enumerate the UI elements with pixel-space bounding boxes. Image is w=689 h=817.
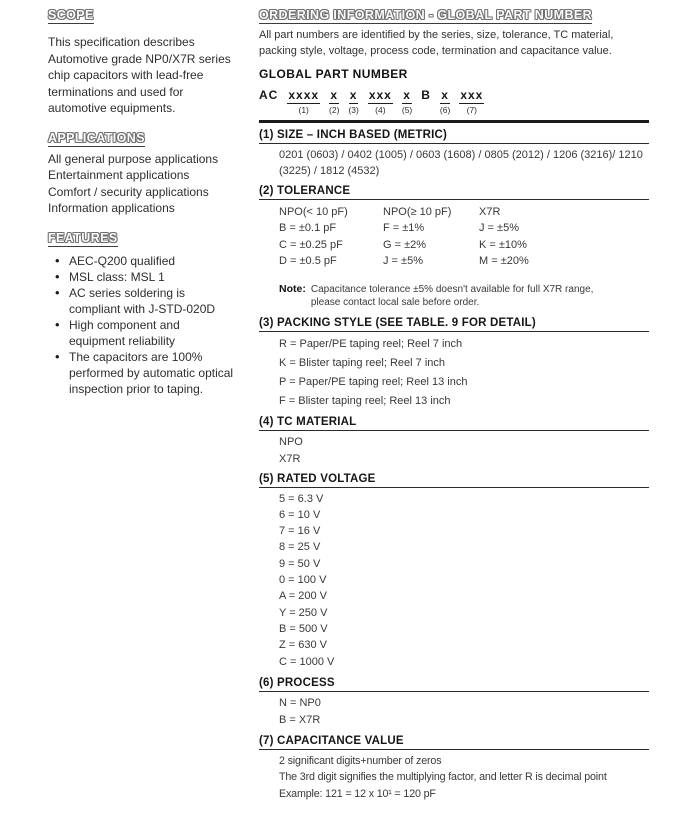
voltage-option: 6 = 10 V (279, 508, 321, 521)
packing-option: P = Paper/PE taping reel; Reel 13 inch (279, 375, 468, 388)
part-number-index: (2) (329, 105, 340, 115)
ordering-information-heading: ORDERING INFORMATION - GLOBAL PART NUMBER (259, 8, 593, 22)
tolerance-column-npo-ge10 (383, 204, 479, 270)
applications-list (48, 151, 244, 217)
feature-item (48, 269, 244, 285)
left-column (48, 6, 244, 817)
scope-paragraph (48, 34, 244, 117)
bullet-icon: • (55, 284, 60, 300)
note-label: Note: (279, 282, 306, 295)
tolerance-column-header: X7R (479, 205, 501, 218)
bullet-icon: • (55, 348, 60, 364)
part-number-segment (368, 89, 393, 115)
part-number-segment (440, 89, 450, 115)
application-item: Entertainment applications (48, 168, 190, 182)
part-number-fixed-letter: B (421, 88, 431, 102)
application-item: All general purpose applications (48, 151, 219, 166)
part-number-prefix: AC (259, 88, 279, 102)
section-rated-voltage-body (259, 491, 649, 670)
packing-option: K = Blister taping reel; Reel 7 inch (279, 356, 446, 369)
application-item: Comfort / security applications (48, 184, 209, 199)
feature-line: compliant with J-STD-020D (69, 301, 216, 316)
feature-line: inspection prior to taping. (69, 381, 204, 396)
tolerance-value: C = ±0.25 pF (279, 238, 343, 251)
bullet-icon: • (55, 252, 60, 268)
part-number-diagram (259, 89, 649, 115)
voltage-option: B = 500 V (279, 622, 328, 635)
part-number-field: x (349, 88, 358, 102)
section-rated-voltage-heading: (5) RATED VOLTAGE (259, 473, 649, 488)
section-tolerance-body (259, 204, 649, 309)
part-number-index: (6) (439, 105, 451, 115)
packing-option: R = Paper/PE taping reel; Reel 7 inch (279, 337, 463, 350)
section-process (259, 677, 649, 730)
tolerance-value: J = ±5% (479, 222, 519, 235)
part-number-field: xxx (368, 88, 392, 102)
part-number-segment (287, 89, 320, 115)
tolerance-value: B = ±0.1 pF (279, 222, 337, 235)
tolerance-value: D = ±0.5 pF (279, 255, 337, 268)
tolerance-value: J = ±5% (383, 255, 423, 268)
voltage-option: Z = 630 V (279, 639, 328, 652)
section-process-heading: (6) PROCESS (259, 677, 649, 692)
scope-line: Automotive grade NP0/X7R series (48, 51, 231, 66)
tc-material-option: X7R (279, 453, 301, 466)
part-number-segment (348, 89, 358, 115)
tolerance-table (279, 204, 649, 270)
applications-section (48, 117, 244, 217)
section-capacitance-body (259, 753, 649, 803)
voltage-option: 5 = 6.3 V (279, 492, 324, 505)
section-process-body (259, 695, 649, 730)
part-number-index: (3) (348, 105, 359, 115)
section-capacitance-heading: (7) CAPACITANCE VALUE (259, 735, 649, 750)
part-number-segment (402, 89, 412, 115)
section-tc-material-body (259, 434, 649, 469)
tolerance-column-header: NPO(≥ 10 pF) (383, 205, 452, 218)
section-tc-material (259, 416, 649, 469)
scope-line: This specification describes (48, 35, 195, 49)
part-number-field: xxx (460, 88, 484, 102)
voltage-option: 7 = 16 V (279, 525, 321, 538)
section-size-body (259, 147, 649, 179)
process-option: N = NP0 (279, 696, 321, 709)
section-tolerance (259, 185, 649, 309)
feature-line: AEC-Q200 qualified (69, 253, 176, 268)
feature-item (48, 253, 244, 269)
bullet-icon: • (55, 316, 60, 332)
part-number-field: x (441, 88, 449, 102)
application-item: Information applications (48, 201, 175, 215)
tolerance-column-header: NPO(< 10 pF) (279, 205, 348, 218)
feature-line: MSL class: MSL 1 (69, 269, 165, 284)
scope-line: chip capacitors with lead-free (48, 68, 204, 82)
section-packing-style (259, 317, 649, 411)
feature-item (48, 349, 244, 397)
capacitance-rule: 2 significant digits+number of zeros (279, 754, 442, 767)
global-part-number-heading: GLOBAL PART NUMBER (259, 67, 408, 81)
tc-material-option: NPO (279, 435, 303, 448)
feature-line: performed by automatic optical (69, 365, 234, 380)
feature-line: AC series soldering is (69, 285, 186, 300)
section-capacitance-value (259, 735, 649, 803)
tolerance-note (279, 283, 649, 309)
part-number-index: (4) (375, 105, 386, 115)
part-number-index: (7) (466, 105, 478, 115)
voltage-option: 9 = 50 V (279, 557, 321, 570)
tolerance-value: G = ±2% (383, 238, 427, 251)
feature-item (48, 317, 244, 349)
features-list (48, 253, 244, 397)
section-packing-body (259, 335, 649, 411)
feature-item (48, 285, 244, 317)
section-size-heading: (1) SIZE – INCH BASED (METRIC) (259, 129, 649, 144)
feature-line: High component and (69, 317, 180, 332)
voltage-option: Y = 250 V (279, 606, 328, 619)
tolerance-column-x7r (479, 204, 649, 270)
note-text (311, 283, 594, 309)
voltage-option: A = 200 V (279, 590, 328, 603)
part-number-field: xxxx (288, 88, 320, 102)
tolerance-column-npo-lt10 (279, 204, 383, 270)
packing-option: F = Blister taping reel; Reel 13 inch (279, 394, 451, 407)
part-number-segment (421, 89, 431, 102)
section-rated-voltage (259, 473, 649, 670)
tolerance-value: F = ±1% (383, 222, 425, 235)
bullet-icon: • (55, 268, 60, 284)
features-section (48, 217, 244, 397)
part-number-index: (5) (401, 105, 413, 115)
size-values: 0201 (0603) / 0402 (1005) / 0603 (1608) / 0805 (2012) / 1206 (3216)/ 1210 (3225) / 1812 (4532) (279, 148, 643, 177)
voltage-option: 0 = 100 V (279, 574, 327, 587)
scope-line: automotive equipments. (48, 101, 176, 115)
tolerance-value: M = ±20% (479, 255, 529, 268)
capacitance-example: Example: 121 = 12 x 10¹ = 120 pF (279, 787, 436, 800)
part-number-index: (1) (298, 105, 309, 115)
divider-line (259, 120, 649, 123)
part-number-segment (459, 89, 484, 115)
section-tc-material-heading: (4) TC MATERIAL (259, 416, 649, 431)
voltage-option: C = 1000 V (279, 655, 335, 668)
note-line: Capacitance tolerance ±5% doesn't available for full X7R range, (310, 283, 594, 295)
ordering-information-column (259, 6, 649, 817)
capacitance-rule: The 3rd digit signifies the multiplying factor, and letter R is decimal point (279, 771, 607, 784)
ordering-intro-text: All part numbers are identified by the series, size, tolerance, TC material, packing style, voltage, process code, termination and capacitance value. (259, 29, 614, 57)
process-option: B = X7R (279, 714, 321, 727)
part-number-field: x (403, 88, 411, 102)
scope-line: terminations and used for (48, 84, 184, 99)
section-size (259, 129, 649, 179)
voltage-option: 8 = 25 V (279, 541, 321, 554)
scope-heading: SCOPE (48, 8, 94, 22)
scope-section (48, 6, 244, 117)
note-line: please contact local sale before order. (310, 296, 480, 308)
part-number-field: x (330, 88, 339, 102)
applications-heading: APPLICATIONS (48, 130, 145, 145)
feature-line: The capacitors are 100% (69, 349, 203, 364)
section-packing-heading: (3) PACKING STYLE (SEE TABLE. 9 FOR DETAIL) (259, 317, 649, 332)
features-heading: FEATURES (48, 230, 118, 245)
part-number-segment (329, 89, 339, 115)
tolerance-value: K = ±10% (479, 238, 527, 251)
part-number-segment (259, 89, 278, 102)
feature-line: equipment reliability (69, 333, 176, 348)
section-tolerance-heading: (2) TOLERANCE (259, 185, 649, 200)
